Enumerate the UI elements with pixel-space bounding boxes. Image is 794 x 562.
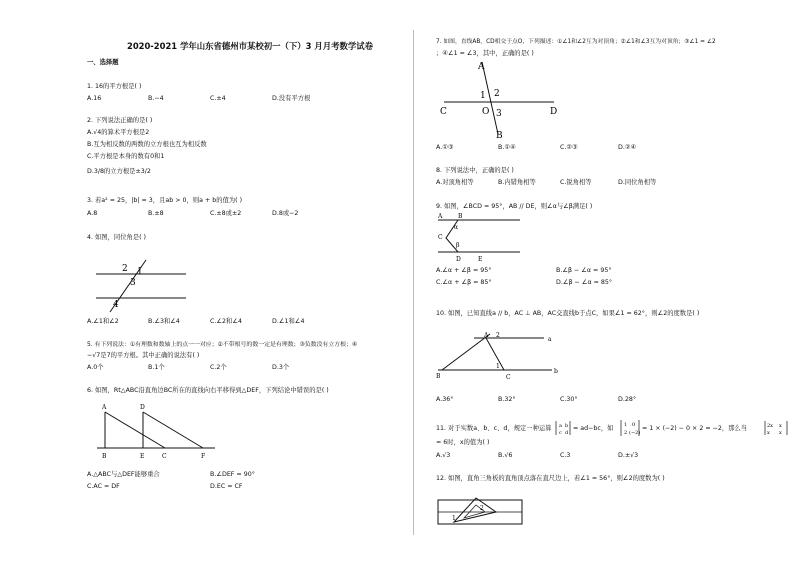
q10-label-line-b: b: [554, 368, 558, 375]
q9-label-d: D: [456, 256, 461, 263]
page-title: 2020-2021 学年山东省德州市某校初一（下）3 月月考数学试卷: [127, 41, 374, 51]
q5-option-a: A.0个: [87, 364, 104, 371]
q10-option-c: C.30°: [560, 396, 578, 403]
q12-label-2: 2: [480, 505, 484, 512]
q9-label-alpha: α: [454, 224, 459, 231]
q4-option-c: C.∠2和∠4: [210, 318, 242, 325]
q8-option-d: D.同位角相等: [618, 179, 657, 186]
q3-option-b: B.±8: [148, 210, 164, 217]
q3-option-c: C.±8或±2: [210, 210, 242, 217]
q10-label-a: A: [484, 332, 489, 339]
svg-text:x: x: [779, 423, 782, 429]
q4-figure: [90, 258, 210, 314]
q7-label-a: A: [478, 62, 485, 72]
q7-label-2: 2: [494, 89, 500, 99]
q8-option-b: B.内错角相等: [498, 179, 536, 186]
q6-label-a: A: [102, 404, 107, 411]
q9-label-c: C: [438, 234, 443, 241]
q7-label-3: 3: [496, 109, 502, 119]
q6-option-c: C.AC = DF: [87, 483, 120, 490]
q7-option-b: B.①④: [498, 144, 516, 151]
q9-stem: 9. 如图，∠BCD = 95°，AB // DE，则∠α与∠β满足( ): [436, 203, 593, 210]
q2-option-a: A.√4的算术平方根是2: [87, 129, 150, 136]
q7-option-a: A.①③: [436, 144, 454, 151]
q11-option-b: B.√6: [498, 452, 513, 459]
q10-label-line-a: a: [548, 336, 552, 343]
q5-stem-line1: 5. 有下列说法：①有理数和数轴上的点一一对应；②不带根号的数一定是有理数；③负数没有立方根；④: [87, 342, 358, 348]
q10-figure: [434, 328, 564, 382]
q5-option-c: C.2个: [210, 364, 227, 371]
q9-option-a: A.∠α + ∠β = 95°: [436, 267, 492, 274]
q3-stem: 3. 若a² = 25，|b| = 3，且ab > 0，则a + b的值为( ): [87, 197, 243, 204]
q6-option-d: D.EC = CF: [210, 483, 243, 490]
q9-label-b: B: [458, 213, 463, 220]
q7-label-b: B: [496, 131, 503, 141]
q2-option-d: D.3/8的立方根是±3/2: [87, 168, 151, 175]
q4-label-4: 4: [113, 300, 119, 310]
q8-option-a: A.对顶角相等: [436, 179, 474, 186]
q7-label-1: 1: [480, 91, 486, 101]
q8-stem: 8. 下列说法中，正确的是( ): [436, 167, 514, 174]
q9-label-a: A: [438, 213, 443, 220]
q5-stem-line2: −√7是7的平方根。其中正确的说法有( ): [87, 352, 200, 359]
q11-stem-pre: 11. 对于实数a、b、c、d，规定一种运算: [436, 425, 552, 432]
q9-label-beta: β: [456, 242, 460, 249]
q6-label-f: F: [201, 453, 206, 460]
q11-stem-mid: = ad−bc，如: [573, 425, 614, 432]
q11-stem-post: = 1 × (−2) − 0 × 2 = −2，那么当: [642, 425, 748, 432]
svg-text:a: a: [559, 423, 562, 429]
q11-stem-line2: = 6时，x的值为( ): [436, 439, 490, 446]
q10-label-1: 1: [496, 363, 500, 370]
q4-label-3: 3: [130, 278, 136, 288]
q5-option-b: B.1个: [148, 364, 165, 371]
svg-text:x: x: [779, 430, 782, 436]
q5-option-d: D.3个: [272, 364, 290, 371]
q4-label-1: 1: [137, 267, 143, 277]
q11-det-abcd: [555, 420, 571, 436]
q11-option-d: D.±√3: [618, 452, 639, 459]
q6-label-e: E: [140, 453, 145, 460]
svg-text:2x: 2x: [767, 423, 774, 429]
q7-stem-line2: ；④∠1 = ∠3，其中，正确的是( ): [436, 50, 534, 57]
q10-option-a: A.36°: [436, 396, 454, 403]
q7-label-o: O: [482, 107, 490, 117]
q3-option-d: D.8或−2: [272, 210, 299, 217]
q4-option-b: B.∠3和∠4: [148, 318, 180, 325]
q6-option-a: A.△ABC与△DEF能够重合: [87, 471, 160, 478]
svg-text:x: x: [767, 430, 770, 436]
q10-label-2: 2: [496, 332, 500, 339]
svg-text:c: c: [559, 430, 562, 436]
q9-label-e: E: [478, 256, 483, 263]
q1-option-d: D.没有平方根: [272, 95, 311, 102]
q1-option-b: B.−4: [148, 95, 164, 102]
q1-option-a: A.16: [87, 95, 102, 102]
svg-text:(−2): (−2): [629, 430, 641, 436]
q6-stem: 6. 如图，Rt△ABC沿直角边BC所在的直线向右平移得到△DEF，下列结论中错误的是( ): [87, 387, 329, 394]
q6-label-c: C: [162, 453, 167, 460]
q1-option-c: C.±4: [210, 95, 226, 102]
q6-option-b: B.∠DEF = 90°: [210, 471, 255, 478]
q9-option-b: B.∠β − ∠α = 95°: [556, 267, 612, 274]
q7-figure: [438, 60, 568, 140]
q3-option-a: A.8: [87, 210, 98, 217]
q4-label-2: 2: [122, 264, 128, 274]
q7-label-c: C: [440, 107, 447, 117]
q9-figure: [436, 210, 536, 266]
q9-option-c: C.∠α + ∠β = 85°: [436, 279, 492, 286]
column-divider: [413, 30, 414, 535]
q12-label-1: 1: [452, 515, 456, 522]
q11-det-x: [764, 420, 788, 436]
section-heading: 一、选择题: [87, 59, 119, 66]
q7-option-c: C.②③: [560, 144, 578, 151]
q2-option-b: B.互为相反数的两数的立方根也互为相反数: [87, 141, 207, 148]
svg-text:2: 2: [624, 430, 628, 436]
q8-option-c: C.锐角相等: [560, 179, 592, 186]
svg-text:d: d: [565, 430, 569, 436]
q11-option-c: C.3: [560, 452, 571, 459]
q10-label-b: B: [436, 373, 441, 380]
q4-stem: 4. 如图，同位角是( ): [87, 234, 147, 241]
q6-figure: [95, 400, 225, 462]
q11-option-a: A.√3: [436, 452, 451, 459]
q6-label-b: B: [102, 453, 107, 460]
svg-text:0: 0: [632, 422, 636, 428]
q2-stem: 2. 下列说法正确的是( ): [87, 117, 153, 124]
q10-label-c: C: [506, 374, 511, 381]
q12-figure: [436, 488, 526, 528]
q1-stem: 1. 16的平方根是( ): [87, 83, 142, 90]
q12-stem: 12. 如图，直角三角板的直角顶点落在直尺边上，若∠1 = 56°，则∠2的度数为( ): [436, 475, 665, 482]
q7-option-d: D.②④: [618, 144, 637, 151]
q7-stem-line1: 7. 如图，直线AB，CD相交于点O，下列描述：①∠1和∠2互为对顶角；②∠1和∠3互为对顶角；③∠1 = ∠2: [436, 39, 716, 45]
q4-option-a: A.∠1和∠2: [87, 318, 119, 325]
q4-option-d: D.∠1和∠4: [272, 318, 305, 325]
svg-text:1: 1: [624, 422, 628, 428]
q10-option-b: B.32°: [498, 396, 516, 403]
svg-text:b: b: [565, 423, 569, 429]
q10-stem: 10. 如图，已知直线a // b，AC ⊥ AB，AC交直线b于点C，如果∠1 = 62°，则∠2的度数是( ): [436, 310, 700, 317]
q6-label-d: D: [140, 404, 145, 411]
q7-label-d: D: [550, 107, 558, 117]
q11-det-example: [620, 419, 640, 437]
q9-option-d: D.∠β − ∠α = 85°: [556, 279, 613, 286]
q10-option-d: D.28°: [618, 396, 637, 403]
q2-option-c: C.平方根是本身的数有0和1: [87, 153, 165, 160]
